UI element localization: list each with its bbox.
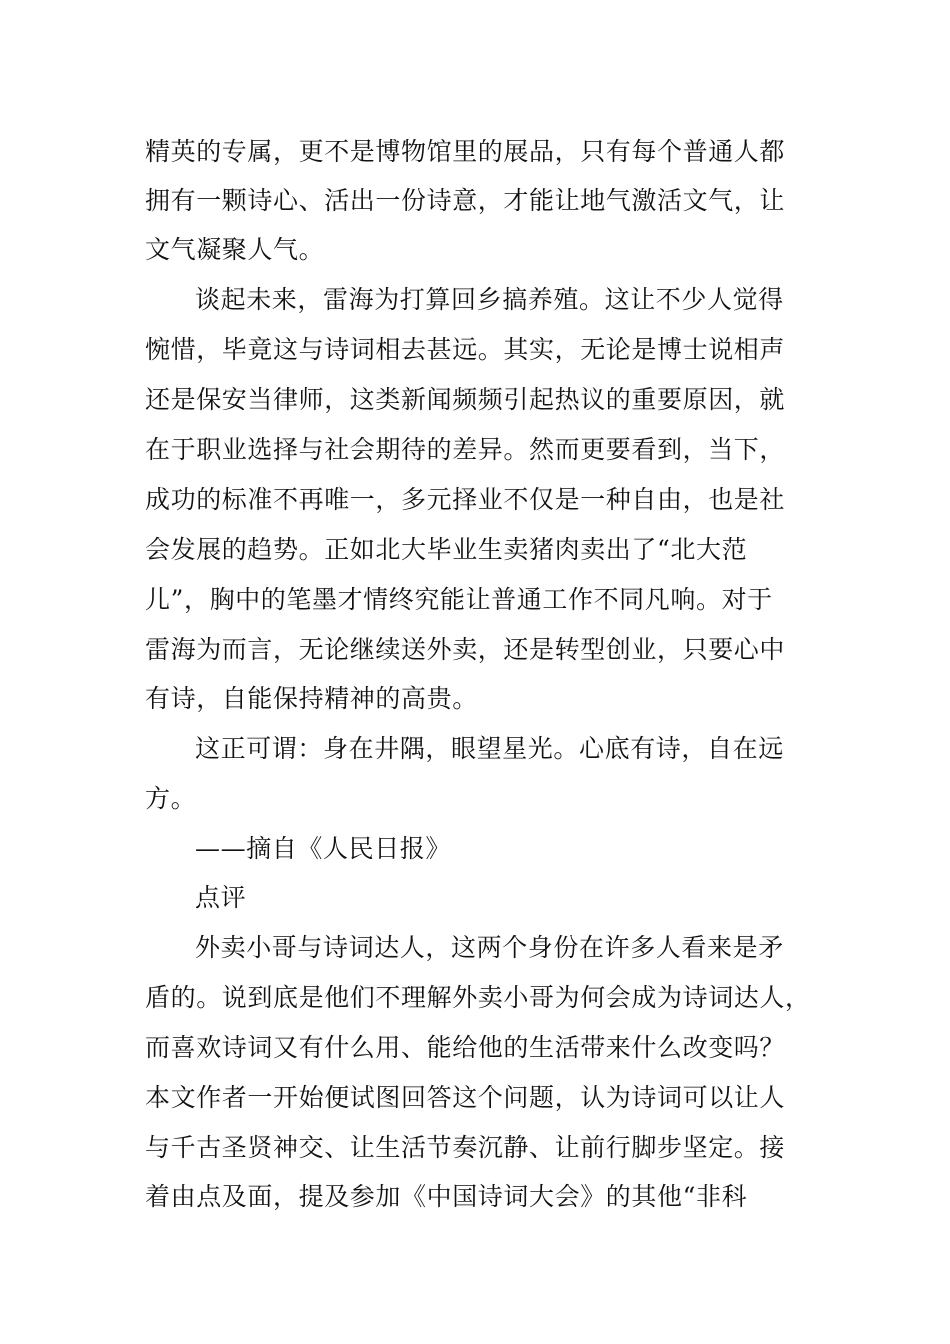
- text-line-12: 有诗，自能保持精神的高贵。: [145, 684, 478, 713]
- text-line-18: 盾的。说到底是他们不理解外卖小哥为何会成为诗词达人，: [145, 983, 811, 1012]
- text-line-2: 拥有一颗诗心、活出一份诗意，才能让地气激活文气，让: [145, 186, 786, 215]
- text-line-10: 儿”，胸中的笔墨才情终究能让普通工作不同凡响。对于: [145, 585, 773, 614]
- text-line-20: 本文作者一开始便试图回答这个问题，认为诗词可以让人: [145, 1083, 786, 1112]
- text-line-4: 谈起未来，雷海为打算回乡搞养殖。这让不少人觉得: [195, 285, 784, 314]
- source-attribution: ——摘自《人民日报》: [195, 834, 452, 863]
- text-line-3: 文气凝聚人气。: [145, 235, 325, 264]
- text-line-13: 这正可谓：身在井隅，眼望星光。心底有诗，自在远: [195, 734, 784, 763]
- text-line-7: 在于职业选择与社会期待的差异。然而更要看到，当下，: [145, 435, 786, 464]
- text-line-1: 精英的专属，更不是博物馆里的展品，只有每个普通人都: [145, 137, 786, 166]
- text-line-6: 还是保安当律师，这类新闻频频引起热议的重要原因，就: [145, 385, 786, 414]
- text-line-9: 会发展的趋势。正如北大毕业生卖猪肉卖出了“北大范: [145, 535, 748, 564]
- text-line-19: 而喜欢诗词又有什么用、能给他的生活带来什么改变吗？: [145, 1033, 786, 1062]
- text-line-11: 雷海为而言，无论继续送外卖，还是转型创业，只要心中: [145, 635, 786, 664]
- text-line-22: 着由点及面，提及参加《中国诗词大会》的其他“非科: [145, 1182, 748, 1211]
- text-line-5: 惋惜，毕竟这与诗词相去甚远。其实，无论是博士说相声: [145, 335, 786, 364]
- section-heading-comment: 点评: [195, 883, 247, 912]
- text-line-17: 外卖小哥与诗词达人，这两个身份在许多人看来是矛: [195, 933, 784, 962]
- text-line-8: 成功的标准不再唯一，多元择业不仅是一种自由，也是社: [145, 485, 786, 514]
- text-line-21: 与千古圣贤神交、让生活节奏沉静、让前行脚步坚定。接: [145, 1133, 786, 1162]
- text-line-14: 方。: [145, 784, 197, 813]
